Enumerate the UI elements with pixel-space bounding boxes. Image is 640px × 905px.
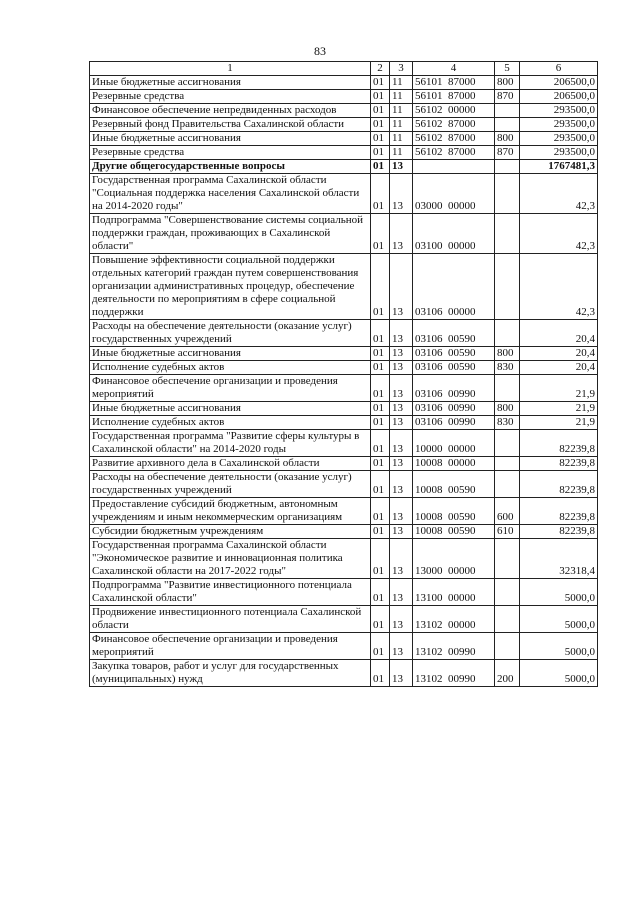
- row-target-code: 56102 87000: [413, 118, 495, 132]
- table-header-row: [90, 62, 598, 76]
- row-target-code: 03106 00590: [413, 361, 495, 375]
- row-section: 01: [371, 375, 390, 402]
- row-amount: 82239,8: [520, 471, 598, 498]
- header-col-3: 3: [390, 62, 413, 76]
- row-target-code: 10008 00590: [413, 498, 495, 525]
- table-row: [90, 254, 598, 320]
- table-row: [90, 132, 598, 146]
- row-section: 01: [371, 214, 390, 254]
- row-target-code: 56102 87000: [413, 146, 495, 160]
- row-subsection: 13: [390, 633, 413, 660]
- row-section: 01: [371, 457, 390, 471]
- row-subsection: 13: [390, 579, 413, 606]
- row-expense-type: 200: [495, 660, 520, 687]
- row-expense-type: [495, 254, 520, 320]
- row-amount: 206500,0: [520, 76, 598, 90]
- row-amount: 42,3: [520, 214, 598, 254]
- row-name: Иные бюджетные ассигнования: [90, 347, 371, 361]
- row-subsection: 13: [390, 174, 413, 214]
- row-expense-type: [495, 633, 520, 660]
- header-col-5: 5: [495, 62, 520, 76]
- row-subsection: 13: [390, 416, 413, 430]
- row-subsection: 13: [390, 254, 413, 320]
- row-section: 01: [371, 118, 390, 132]
- row-target-code: 03106 00000: [413, 254, 495, 320]
- row-section: 01: [371, 76, 390, 90]
- row-name: Подпрограмма "Развитие инвестиционного потенциала Сахалинской области": [90, 579, 371, 606]
- row-name: Продвижение инвестиционного потенциала Сахалинской области: [90, 606, 371, 633]
- row-target-code: 56101 87000: [413, 76, 495, 90]
- row-section: 01: [371, 525, 390, 539]
- row-target-code: 03106 00990: [413, 416, 495, 430]
- row-target-code: 03106 00590: [413, 320, 495, 347]
- row-subsection: 13: [390, 375, 413, 402]
- table-row: [90, 525, 598, 539]
- row-expense-type: 800: [495, 347, 520, 361]
- row-expense-type: 610: [495, 525, 520, 539]
- header-col-6: 6: [520, 62, 598, 76]
- table-row: [90, 160, 598, 174]
- row-amount: 206500,0: [520, 90, 598, 104]
- table-row: [90, 118, 598, 132]
- row-amount: 32318,4: [520, 539, 598, 579]
- row-subsection: 13: [390, 361, 413, 375]
- table-row: [90, 90, 598, 104]
- row-amount: 42,3: [520, 254, 598, 320]
- row-subsection: 13: [390, 606, 413, 633]
- row-target-code: 13102 00990: [413, 633, 495, 660]
- row-section: 01: [371, 430, 390, 457]
- table-row: [90, 361, 598, 375]
- row-name: Финансовое обеспечение организации и проведения мероприятий: [90, 375, 371, 402]
- row-section: 01: [371, 402, 390, 416]
- row-subsection: 13: [390, 160, 413, 174]
- row-amount: 293500,0: [520, 118, 598, 132]
- row-subsection: 13: [390, 214, 413, 254]
- row-amount: 42,3: [520, 174, 598, 214]
- row-amount: 82239,8: [520, 498, 598, 525]
- row-expense-type: [495, 118, 520, 132]
- row-name: Государственная программа Сахалинской области "Экономическое развитие и инновационная политика Сахалинской области на 2017-2022 годы": [90, 539, 371, 579]
- row-amount: 5000,0: [520, 606, 598, 633]
- row-subsection: 11: [390, 90, 413, 104]
- row-section: 01: [371, 254, 390, 320]
- table-row: [90, 579, 598, 606]
- row-name: Закупка товаров, работ и услуг для государственных (муниципальных) нужд: [90, 660, 371, 687]
- table-row: [90, 104, 598, 118]
- row-section: 01: [371, 579, 390, 606]
- row-target-code: [413, 160, 495, 174]
- row-subsection: 11: [390, 104, 413, 118]
- row-amount: 82239,8: [520, 525, 598, 539]
- row-target-code: 56101 87000: [413, 90, 495, 104]
- row-name: Развитие архивного дела в Сахалинской области: [90, 457, 371, 471]
- table-row: [90, 430, 598, 457]
- table-body: [90, 76, 598, 687]
- table-row: [90, 660, 598, 687]
- row-section: 01: [371, 90, 390, 104]
- table-row: [90, 633, 598, 660]
- header-col-1: 1: [90, 62, 371, 76]
- row-name: Исполнение судебных актов: [90, 361, 371, 375]
- row-section: 01: [371, 416, 390, 430]
- row-subsection: 13: [390, 471, 413, 498]
- row-amount: 20,4: [520, 361, 598, 375]
- row-name: Субсидии бюджетным учреждениям: [90, 525, 371, 539]
- row-expense-type: 830: [495, 361, 520, 375]
- row-section: 01: [371, 146, 390, 160]
- row-name: Повышение эффективности социальной поддержки отдельных категорий граждан путем совершенствования организации административных процедур, обеспечение деятельности по мероприятиям в сфере социальной поддержки: [90, 254, 371, 320]
- row-name: Расходы на обеспечение деятельности (оказание услуг) государственных учреждений: [90, 471, 371, 498]
- row-subsection: 13: [390, 525, 413, 539]
- row-subsection: 13: [390, 660, 413, 687]
- table-row: [90, 457, 598, 471]
- row-expense-type: [495, 160, 520, 174]
- row-subsection: 11: [390, 146, 413, 160]
- table-row: [90, 347, 598, 361]
- row-expense-type: 830: [495, 416, 520, 430]
- row-target-code: 10008 00590: [413, 525, 495, 539]
- row-name: Расходы на обеспечение деятельности (оказание услуг) государственных учреждений: [90, 320, 371, 347]
- row-expense-type: 800: [495, 402, 520, 416]
- row-name: Резервные средства: [90, 146, 371, 160]
- row-section: 01: [371, 606, 390, 633]
- row-subsection: 13: [390, 402, 413, 416]
- table-row: [90, 416, 598, 430]
- table-row: [90, 498, 598, 525]
- row-target-code: 03106 00990: [413, 402, 495, 416]
- row-name: Иные бюджетные ассигнования: [90, 132, 371, 146]
- row-name: Подпрограмма "Совершенствование системы социальной поддержки граждан, проживающих в Сахалинской области": [90, 214, 371, 254]
- row-subsection: 13: [390, 320, 413, 347]
- row-amount: 293500,0: [520, 146, 598, 160]
- row-amount: 5000,0: [520, 660, 598, 687]
- row-subsection: 13: [390, 498, 413, 525]
- row-expense-type: [495, 606, 520, 633]
- row-name: Финансовое обеспечение организации и проведения мероприятий: [90, 633, 371, 660]
- row-subsection: 13: [390, 430, 413, 457]
- row-expense-type: [495, 214, 520, 254]
- row-expense-type: 800: [495, 132, 520, 146]
- row-amount: 1767481,3: [520, 160, 598, 174]
- row-section: 01: [371, 660, 390, 687]
- row-expense-type: [495, 457, 520, 471]
- table-row: [90, 539, 598, 579]
- row-amount: 82239,8: [520, 457, 598, 471]
- row-name: Предоставление субсидий бюджетным, автономным учреждениям и иным некоммерческим организациям: [90, 498, 371, 525]
- row-section: 01: [371, 633, 390, 660]
- row-target-code: 03106 00990: [413, 375, 495, 402]
- row-subsection: 13: [390, 457, 413, 471]
- row-amount: 20,4: [520, 320, 598, 347]
- table-row: [90, 76, 598, 90]
- row-expense-type: 870: [495, 146, 520, 160]
- row-name: Финансовое обеспечение непредвиденных расходов: [90, 104, 371, 118]
- table-row: [90, 174, 598, 214]
- row-expense-type: [495, 320, 520, 347]
- table-row: [90, 471, 598, 498]
- row-expense-type: 800: [495, 76, 520, 90]
- row-target-code: 10000 00000: [413, 430, 495, 457]
- budget-table: [89, 61, 598, 687]
- row-amount: 21,9: [520, 416, 598, 430]
- row-target-code: 13100 00000: [413, 579, 495, 606]
- row-target-code: 03100 00000: [413, 214, 495, 254]
- row-target-code: 13102 00000: [413, 606, 495, 633]
- row-amount: 82239,8: [520, 430, 598, 457]
- row-expense-type: [495, 430, 520, 457]
- row-subsection: 13: [390, 347, 413, 361]
- row-expense-type: [495, 375, 520, 402]
- table-row: [90, 320, 598, 347]
- row-subsection: 11: [390, 118, 413, 132]
- row-name: Государственная программа "Развитие сферы культуры в Сахалинской области" на 2014-2020 годы: [90, 430, 371, 457]
- row-expense-type: [495, 539, 520, 579]
- header-col-4: 4: [413, 62, 495, 76]
- page-number: 83: [314, 44, 326, 58]
- row-section: 01: [371, 160, 390, 174]
- row-target-code: 03000 00000: [413, 174, 495, 214]
- table-row: [90, 402, 598, 416]
- table-row: [90, 606, 598, 633]
- row-name: Другие общегосударственные вопросы: [90, 160, 371, 174]
- row-expense-type: [495, 104, 520, 118]
- row-amount: 21,9: [520, 375, 598, 402]
- row-name: Резервные средства: [90, 90, 371, 104]
- row-expense-type: 870: [495, 90, 520, 104]
- row-amount: 20,4: [520, 347, 598, 361]
- row-section: 01: [371, 174, 390, 214]
- header-col-2: 2: [371, 62, 390, 76]
- row-target-code: 13102 00990: [413, 660, 495, 687]
- row-target-code: 03106 00590: [413, 347, 495, 361]
- row-section: 01: [371, 498, 390, 525]
- row-amount: 293500,0: [520, 132, 598, 146]
- row-section: 01: [371, 361, 390, 375]
- row-subsection: 11: [390, 132, 413, 146]
- row-amount: 21,9: [520, 402, 598, 416]
- row-target-code: 10008 00590: [413, 471, 495, 498]
- row-subsection: 11: [390, 76, 413, 90]
- row-expense-type: [495, 174, 520, 214]
- row-expense-type: [495, 471, 520, 498]
- row-amount: 5000,0: [520, 633, 598, 660]
- row-name: Резервный фонд Правительства Сахалинской области: [90, 118, 371, 132]
- row-expense-type: 600: [495, 498, 520, 525]
- row-subsection: 13: [390, 539, 413, 579]
- row-section: 01: [371, 347, 390, 361]
- row-section: 01: [371, 132, 390, 146]
- row-section: 01: [371, 104, 390, 118]
- row-amount: 5000,0: [520, 579, 598, 606]
- table-row: [90, 375, 598, 402]
- row-name: Иные бюджетные ассигнования: [90, 76, 371, 90]
- row-section: 01: [371, 539, 390, 579]
- row-section: 01: [371, 471, 390, 498]
- row-target-code: 56102 87000: [413, 132, 495, 146]
- table-row: [90, 146, 598, 160]
- row-target-code: 13000 00000: [413, 539, 495, 579]
- table-row: [90, 214, 598, 254]
- row-name: Государственная программа Сахалинской области "Социальная поддержка населения Сахалинской области на 2014-2020 годы": [90, 174, 371, 214]
- row-expense-type: [495, 579, 520, 606]
- row-target-code: 10008 00000: [413, 457, 495, 471]
- row-name: Исполнение судебных актов: [90, 416, 371, 430]
- row-amount: 293500,0: [520, 104, 598, 118]
- row-section: 01: [371, 320, 390, 347]
- row-name: Иные бюджетные ассигнования: [90, 402, 371, 416]
- row-target-code: 56102 00000: [413, 104, 495, 118]
